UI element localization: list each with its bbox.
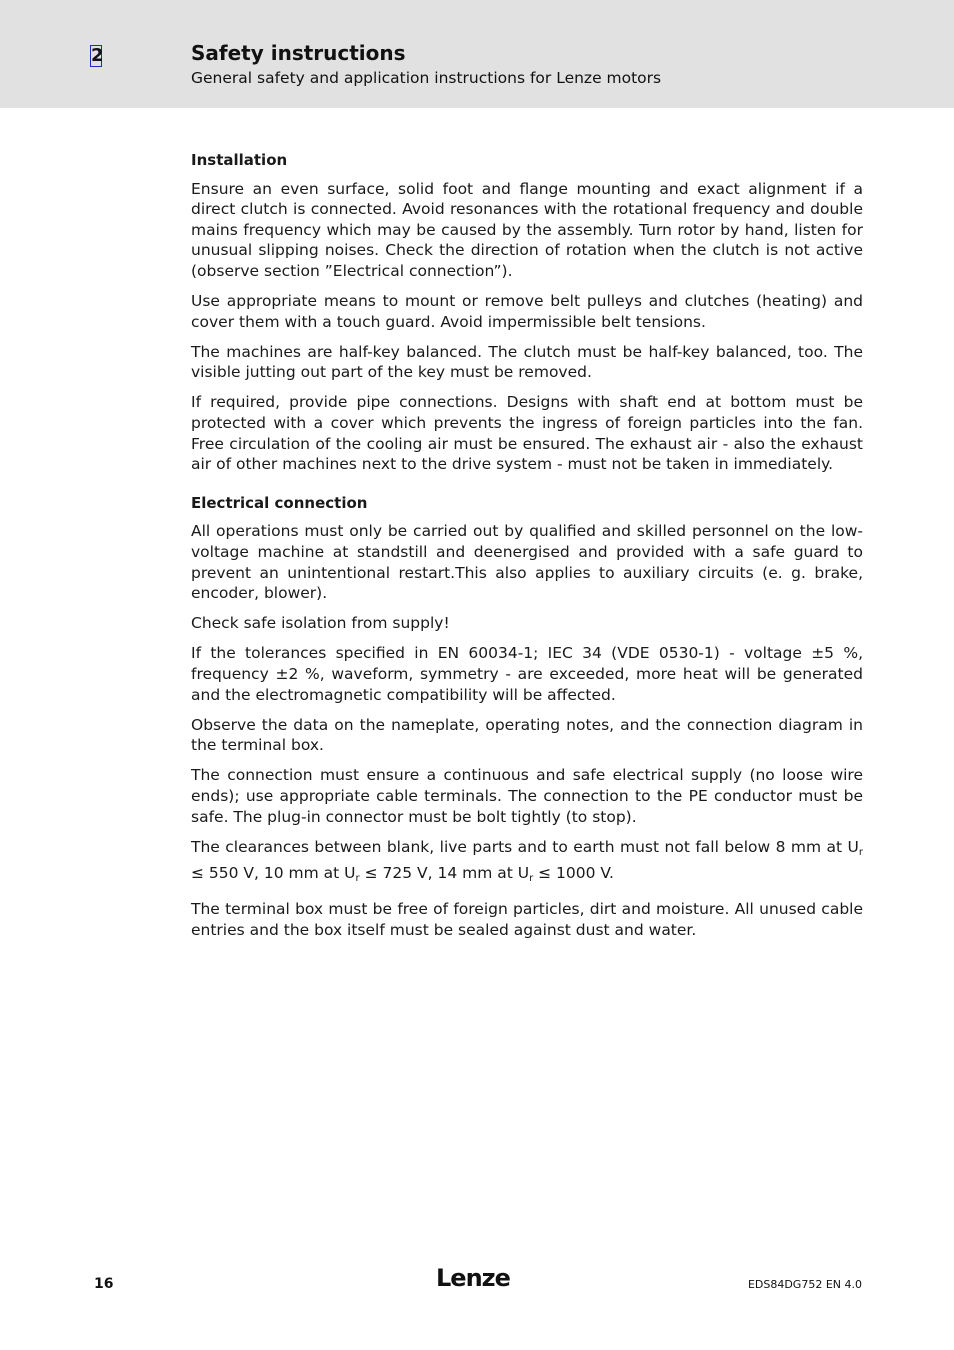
header-band <box>0 0 954 108</box>
paragraph: Observe the data on the nameplate, operating notes, and the connection diagram in the terminal box. <box>191 715 863 755</box>
paragraph: Ensure an even surface, solid foot and flange mounting and exact alignment if a direct clutch is connected. Avoid resonances with the rotational frequency and double mains frequency which may be caused by the assembly. Turn rotor by hand, listen for unusual slipping noises. Check the direction of rotation when the clutch is not active (observe section ”Electrical connection”). <box>191 179 863 280</box>
clearance-paragraph: The clearances between blank, live parts and to earth must not fall below 8 mm at $U_r \le 550$ V, 10 mm at $U_r \le 725$ V, 14 mm at $U_r \le 1000$ V. <box>191 837 863 885</box>
electrical-connection-heading: Electrical connection <box>191 493 368 512</box>
document-id: EDS84DG752 EN 4.0 <box>747 1278 862 1291</box>
installation-heading: Installation <box>191 151 288 169</box>
lenze-logo: Lenze <box>436 1264 510 1292</box>
page-title: Safety instructions <box>191 41 406 65</box>
main-content <box>191 150 863 950</box>
page-subtitle: General safety and application instructions for Lenze motors <box>191 69 662 87</box>
paragraph: If the tolerances specified in EN 60034-1; IEC 34 (VDE 0530-1) - voltage ±5 %, frequency ±2 %, waveform, symmetry - are exceeded, more heat will be generated and the electromagnetic compatibility will be affected. <box>191 644 863 704</box>
paragraph: The connection must ensure a continuous and safe electrical supply (no loose wire ends); use appropriate cable terminals. The connection to the PE conductor must be safe. The plug-in connector must be bolt tightly (to stop). <box>191 766 863 826</box>
paragraph: The terminal box must be free of foreign particles, dirt and moisture. All unused cable entries and the box itself must be sealed against dust and water. <box>191 900 863 939</box>
paragraph: All operations must only be carried out by qualified and skilled personnel on the low-voltage machine at standstill and deenergised and provided with a safe guard to prevent an unintentional restart.This also applies to auxiliary circuits (e. g. brake, encoder, blower). <box>191 522 863 603</box>
paragraph: Check safe isolation from supply! <box>191 614 450 633</box>
paragraph: Use appropriate means to mount or remove belt pulleys and clutches (heating) and cover them with a touch guard. Avoid impermissible belt tensions. <box>191 292 863 331</box>
paragraph: If required, provide pipe connections. Designs with shaft end at bottom must be protected with a cover which prevents the ingress of foreign particles into the fan. Free circulation of the cooling air must be ensured. The exhaust air - also the exhaust air of other machines next to the drive system - must not be taken in immediately. <box>191 393 863 474</box>
paragraph: The machines are half-key balanced. The clutch must be half-key balanced, too. The visible jutting out part of the key must be removed. <box>191 342 863 382</box>
page-number: 16 <box>94 1276 114 1292</box>
chapter-number: 2 <box>91 45 104 66</box>
